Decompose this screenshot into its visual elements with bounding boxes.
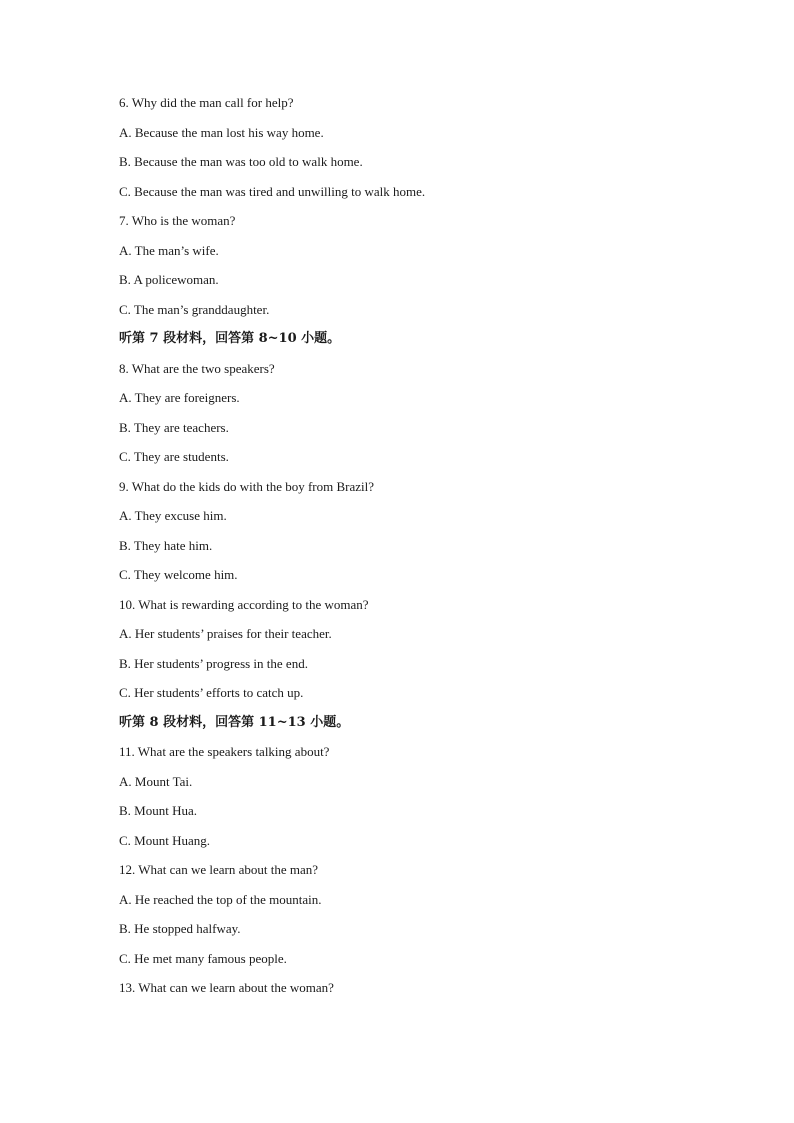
option-11a: A. Mount Tai. [119,773,193,789]
question-11: 11. What are the speakers talking about? [119,744,330,759]
option-12a: A. He reached the top of the mountain. [119,891,322,907]
question-9: 9. What do the kids do with the boy from Brazil? [119,478,375,494]
listening-questions [119,95,679,1010]
section-heading-8: 听第 8 段材料，回答第 11~13 小题。 [119,714,350,730]
question-12: 12. What can we learn about the man? [119,862,319,877]
option-9c: C. They welcome him. [119,567,238,582]
option-7a: A. The man’s wife. [119,242,219,258]
option-6c: C. Because the man was tired and unwilling to walk home. [119,183,426,199]
option-8a: A. They are foreigners. [119,390,240,405]
option-7c: C. The man’s granddaughter. [119,301,270,317]
option-8b: B. They are teachers. [119,419,229,435]
option-12c: C. He met many famous people. [119,950,287,966]
question-10: 10. What is rewarding according to the woman? [119,596,369,612]
option-6b: B. Because the man was too old to walk home. [119,154,363,169]
option-10b: B. Her students’ progress in the end. [119,655,308,671]
option-11b: B. Mount Hua. [119,803,197,818]
option-9b: B. They hate him. [119,537,213,553]
option-10a: A. Her students’ praises for their teacher. [119,626,332,641]
option-12b: B. He stopped halfway. [119,921,241,936]
option-8c: C. They are students. [119,449,229,464]
option-9a: A. They excuse him. [119,508,227,523]
option-11c: C. Mount Huang. [119,832,210,848]
question-6: 6. Why did the man call for help? [119,95,294,110]
option-7b: B. A policewoman. [119,272,219,287]
question-8: 8. What are the two speakers? [119,360,275,376]
question-7: 7. Who is the woman? [119,213,236,228]
question-13: 13. What can we learn about the woman? [119,980,334,995]
section-heading-7: 听第 7 段材料，回答第 8~10 小题。 [119,331,341,346]
option-6a: A. Because the man lost his way home. [119,124,324,140]
option-10c: C. Her students’ efforts to catch up. [119,685,304,700]
